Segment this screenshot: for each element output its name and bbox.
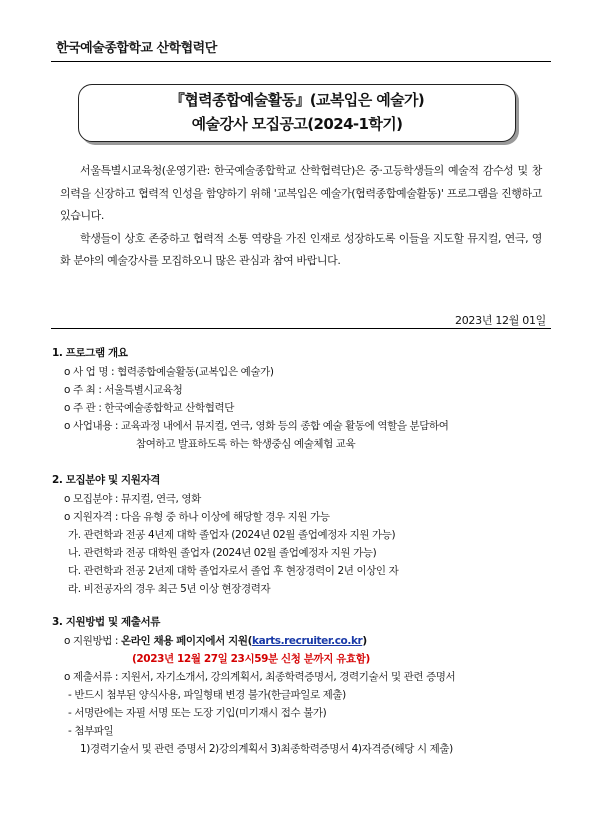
title-line-1: 『협력종합예술활동』(교복입은 예술가) (169, 91, 425, 109)
section-title: 3. 지원방법 및 제출서류 (52, 616, 160, 628)
overview-item: o 사업내용 : 교육과정 내에서 뮤지컬, 연극, 영화 등의 종합 예술 활동에 역할을 분담하여 (64, 420, 449, 432)
intro-paragraph-2: 학생들이 상호 존중하고 협력적 소통 역량을 가진 인재로 성장하도록 이들을 지도할 뮤지컬, 연극, 영화 분야의 예술강사를 모집하오니 많은 관심과 참여 바랍니다. (60, 231, 542, 267)
recruit-site-link[interactable]: karts.recruiter.co.kr (252, 635, 363, 647)
deadline-notice: (2023년 12월 27일 23시59분 신청 분까지 유효함) (132, 653, 370, 665)
document-note: - 첨부파일 (68, 725, 114, 737)
overview-item: o 사 업 명 : 협력종합예술활동(교복입은 예술가) (64, 366, 274, 378)
attachments-list: 1)경력기술서 및 관련 증명서 2)강의계획서 3)최종학력증명서 4)자격증(해당 시 제출) (80, 743, 453, 755)
method-close: ) (362, 635, 367, 647)
section-program-overview (52, 345, 552, 453)
method-label: o 지원방법 : (64, 635, 121, 647)
recruit-item: o 지원자격 : 다음 유형 중 하나 이상에 해당할 경우 지원 가능 (64, 511, 330, 523)
document-note: - 서명란에는 자필 서명 또는 도장 기입(미기재시 접수 불가) (68, 707, 327, 719)
section-recruitment (52, 472, 552, 598)
qualification-item: 나. 관련학과 전공 대학원 졸업자 (2024년 02월 졸업예정자 지원 가능) (68, 547, 377, 559)
organization-name: 한국예술종합학교 산학협력단 (56, 41, 217, 56)
title-line-2: 예술강사 모집공고(2024-1학기) (191, 115, 403, 133)
documents-list: o 제출서류 : 지원서, 자기소개서, 강의계획서, 최종학력증명서, 경력기술서 및 관련 증명서 (64, 671, 456, 683)
qualification-item: 가. 관련학과 전공 4년제 대학 졸업자 (2024년 02월 졸업예정자 지원 가능) (68, 529, 396, 541)
title-box (78, 84, 516, 142)
qualification-item: 다. 관련학과 전공 2년제 대학 졸업자로서 졸업 후 현장경력이 2년 이상인 자 (68, 565, 399, 577)
qualification-item: 라. 비전공자의 경우 최근 5년 이상 현장경력자 (68, 583, 271, 595)
intro-paragraph-1: 서울특별시교육청(운영기관: 한국예술종합학교 산학협력단)은 중·고등학생들의 예술적 감수성 및 창의력을 신장하고 협력적 인성을 함양하기 위해 '교복입은 예술가(협력종합예술활동)' 프로그램을 진행하고 있습니다. (60, 164, 542, 222)
section-title: 1. 프로그램 개요 (52, 347, 128, 359)
date-divider (51, 328, 551, 329)
recruit-item: o 모집분야 : 뮤지컬, 연극, 영화 (64, 493, 201, 505)
header-divider (51, 61, 551, 62)
method-text: 온라인 채용 페이지에서 지원( (120, 635, 253, 647)
overview-item: o 주 최 : 서울특별시교육청 (64, 384, 183, 396)
section-title: 2. 모집분야 및 지원자격 (52, 474, 160, 486)
intro-text (60, 160, 542, 273)
section-application (52, 614, 552, 758)
overview-item: o 주 관 : 한국예술종합학교 산학협력단 (64, 402, 234, 414)
application-method (52, 632, 552, 650)
overview-item-continued: 참여하고 발표하도록 하는 학생중심 예술체험 교육 (136, 438, 356, 450)
document-note: - 반드시 첨부된 양식사용, 파일형태 변경 불가(한글파일로 제출) (68, 689, 346, 701)
announcement-date: 2023년 12월 01일 (455, 314, 546, 327)
